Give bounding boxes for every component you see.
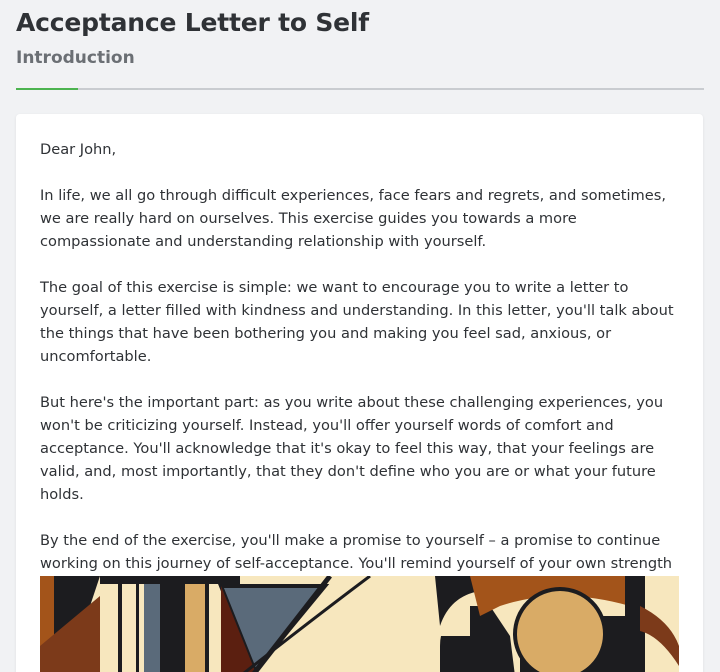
abstract-art-icon <box>40 576 679 672</box>
letter-body <box>40 138 680 621</box>
letter-paragraph: But here's the important part: as you write about these challenging experiences, you won't be criticizing yourself. Instead, you'll offer yourself words of comfort and acceptance. You'll acknowledge that it's okay to feel this way, that your feelings are valid, and, most importantly, that they don't define who you are or what your future holds. <box>40 394 664 503</box>
letter-paragraph: By the end of the exercise, you'll make a promise to yourself – a promise to continue working on this journey of self-acceptance. You'll remind yourself of your own strength <box>40 532 673 572</box>
letter-paragraph: The goal of this exercise is simple: we want to encourage you to write a letter to yourself, a letter filled with kindness and understanding. In this letter, you'll talk about the things that have been bothering you and making you feel sad, anxious, or uncomfortable. <box>40 279 674 365</box>
section-subtitle: Introduction <box>16 48 135 68</box>
content-card <box>16 114 703 672</box>
illustration-image <box>40 576 679 672</box>
page-title: Acceptance Letter to Self <box>16 8 369 37</box>
letter-greeting: Dear John, <box>40 141 117 158</box>
letter-paragraph: In life, we all go through difficult experiences, face fears and regrets, and sometimes, we are really hard on ourselves. This exercise guides you towards a more compassionate and understanding relationship with yourself. <box>40 187 666 250</box>
progress-bar-fill <box>16 88 78 90</box>
page-header <box>16 6 704 70</box>
progress-bar <box>16 88 704 90</box>
